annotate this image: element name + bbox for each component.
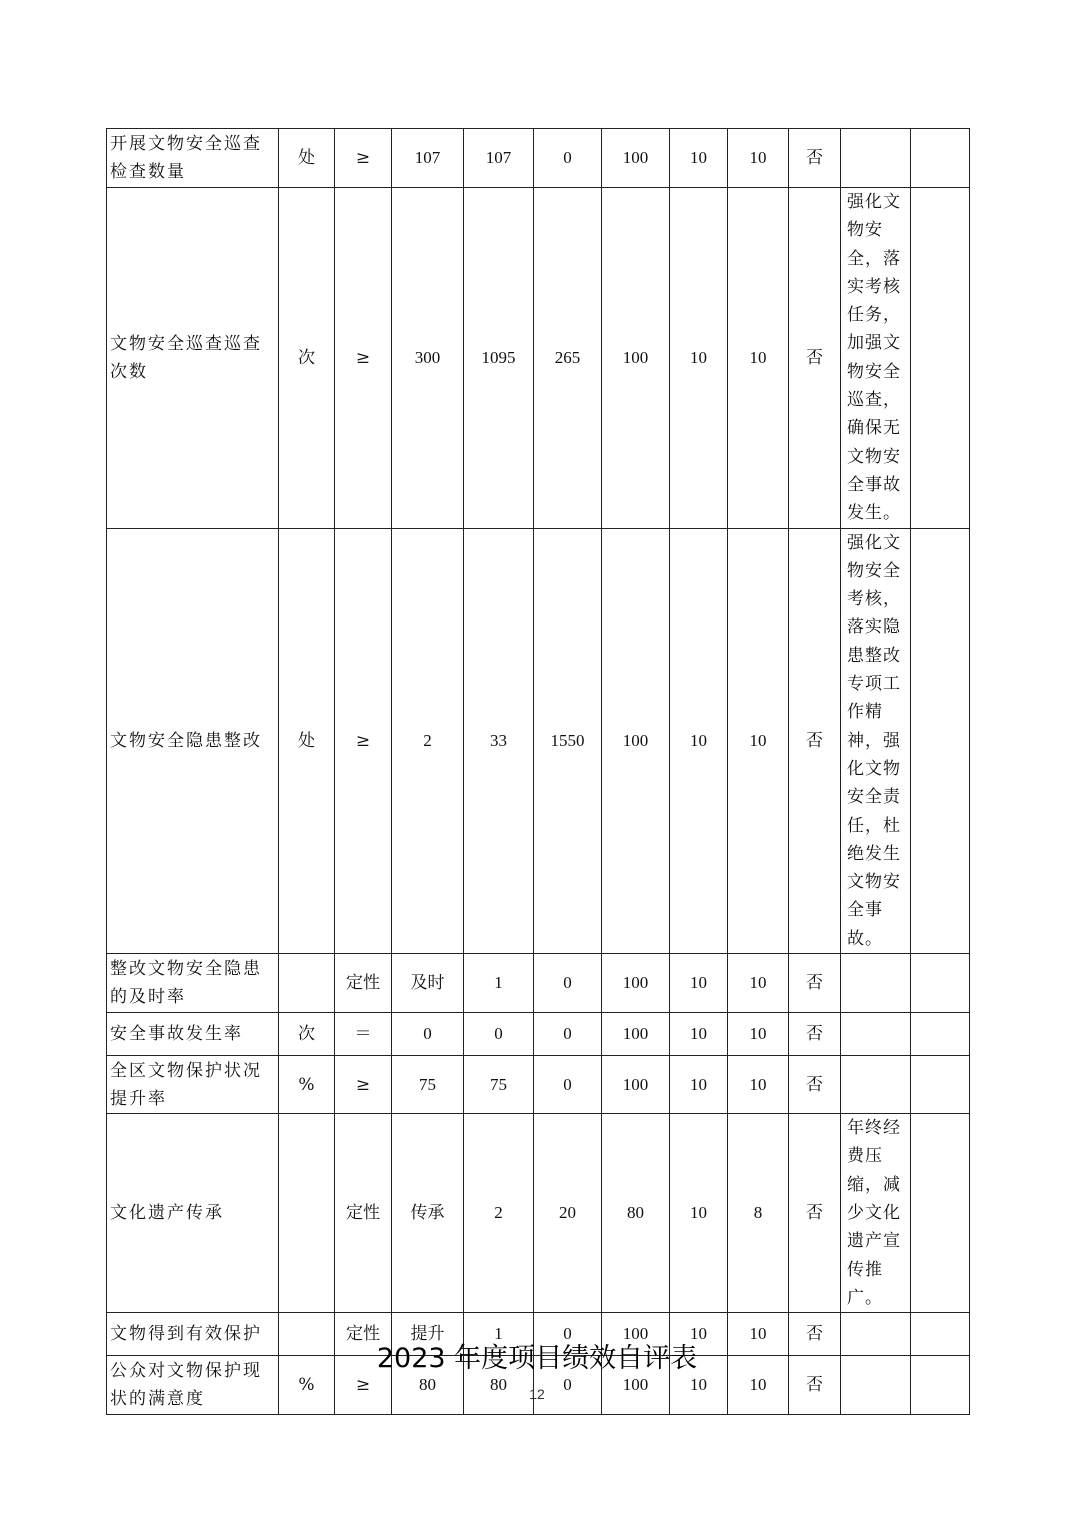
remark-cell — [841, 129, 911, 188]
table-row — [107, 528, 970, 953]
table-row — [107, 1056, 970, 1114]
weight-cell: 10 — [670, 1056, 728, 1114]
unit-cell: 处 — [279, 528, 335, 953]
flag-cell: 否 — [789, 1313, 841, 1356]
indicator-name: 文物安全巡查巡查次数 — [107, 188, 279, 529]
extra-cell — [911, 1056, 970, 1114]
actual-cell: 2 — [464, 1114, 534, 1313]
unit-cell: 处 — [279, 129, 335, 188]
target-cell: 300 — [392, 188, 464, 529]
unit-cell — [279, 954, 335, 1013]
unit-cell: 次 — [279, 1013, 335, 1056]
deviation-cell: 1550 — [534, 528, 602, 953]
unit-cell: % — [279, 1056, 335, 1114]
operator-cell: ≥ — [335, 1056, 392, 1114]
target-cell: 及时 — [392, 954, 464, 1013]
target-cell: 2 — [392, 528, 464, 953]
actual-cell: 1 — [464, 1313, 534, 1356]
rate-cell: 100 — [602, 1056, 670, 1114]
remark-cell: 强化文物安全，落实考核任务，加强文物安全巡查，确保无文物安全事故发生。 — [841, 188, 911, 529]
remark-cell — [841, 1013, 911, 1056]
operator-cell: ≥ — [335, 129, 392, 188]
remark-cell: 年终经费压缩，减少文化遗产宣传推广。 — [841, 1114, 911, 1313]
unit-cell: 次 — [279, 188, 335, 529]
target-cell: 提升 — [392, 1313, 464, 1356]
deviation-cell: 0 — [534, 1356, 602, 1415]
remark-cell — [841, 954, 911, 1013]
score-cell: 10 — [728, 188, 789, 529]
actual-cell: 33 — [464, 528, 534, 953]
indicator-name: 文物安全隐患整改 — [107, 528, 279, 953]
actual-cell: 80 — [464, 1356, 534, 1415]
table-row — [107, 954, 970, 1013]
target-cell: 107 — [392, 129, 464, 188]
table-row — [107, 1013, 970, 1056]
rate-cell: 80 — [602, 1114, 670, 1313]
deviation-cell: 20 — [534, 1114, 602, 1313]
deviation-cell: 0 — [534, 954, 602, 1013]
indicator-name: 整改文物安全隐患的及时率 — [107, 954, 279, 1013]
performance-table — [106, 128, 970, 1415]
target-cell: 0 — [392, 1013, 464, 1056]
actual-cell: 75 — [464, 1056, 534, 1114]
weight-cell: 10 — [670, 528, 728, 953]
weight-cell: 10 — [670, 954, 728, 1013]
rate-cell: 100 — [602, 188, 670, 529]
flag-cell: 否 — [789, 1056, 841, 1114]
actual-cell: 1095 — [464, 188, 534, 529]
actual-cell: 107 — [464, 129, 534, 188]
rate-cell: 100 — [602, 1013, 670, 1056]
flag-cell: 否 — [789, 954, 841, 1013]
weight-cell: 10 — [670, 1013, 728, 1056]
table-row — [107, 188, 970, 529]
score-cell: 10 — [728, 1013, 789, 1056]
deviation-cell: 0 — [534, 1056, 602, 1114]
target-cell: 传承 — [392, 1114, 464, 1313]
operator-cell: 定性 — [335, 1114, 392, 1313]
extra-cell — [911, 188, 970, 529]
flag-cell: 否 — [789, 528, 841, 953]
rate-cell: 100 — [602, 1356, 670, 1415]
operator-cell: 定性 — [335, 1313, 392, 1356]
operator-cell: ＝ — [335, 1013, 392, 1056]
flag-cell: 否 — [789, 188, 841, 529]
unit-cell — [279, 1114, 335, 1313]
weight-cell: 10 — [670, 129, 728, 188]
score-cell: 10 — [728, 954, 789, 1013]
indicator-name: 文物得到有效保护 — [107, 1313, 279, 1356]
actual-cell: 0 — [464, 1013, 534, 1056]
table-row — [107, 129, 970, 188]
extra-cell — [911, 1114, 970, 1313]
indicator-name: 公众对文物保护现状的满意度 — [107, 1356, 279, 1415]
score-cell: 10 — [728, 1056, 789, 1114]
remark-cell — [841, 1056, 911, 1114]
score-cell: 10 — [728, 1313, 789, 1356]
operator-cell: ≥ — [335, 1356, 392, 1415]
indicator-name: 安全事故发生率 — [107, 1013, 279, 1056]
page-number: 12 — [529, 1386, 545, 1402]
score-cell: 10 — [728, 528, 789, 953]
deviation-cell: 265 — [534, 188, 602, 529]
rate-cell: 100 — [602, 1313, 670, 1356]
page-title: 2023 年度项目绩效自评表 — [376, 1343, 698, 1374]
flag-cell: 否 — [789, 1114, 841, 1313]
target-cell: 80 — [392, 1356, 464, 1415]
table-row — [107, 1114, 970, 1313]
extra-cell — [911, 528, 970, 953]
operator-cell: 定性 — [335, 954, 392, 1013]
actual-cell: 1 — [464, 954, 534, 1013]
indicator-name: 文化遗产传承 — [107, 1114, 279, 1313]
deviation-cell: 0 — [534, 1013, 602, 1056]
remark-cell: 强化文物安全考核，落实隐患整改专项工作精神，强化文物安全责任，杜绝发生文物安全事故。 — [841, 528, 911, 953]
unit-cell: % — [279, 1356, 335, 1415]
target-cell: 75 — [392, 1056, 464, 1114]
indicator-name: 全区文物保护状况提升率 — [107, 1056, 279, 1114]
flag-cell: 否 — [789, 1356, 841, 1415]
deviation-cell: 0 — [534, 1313, 602, 1356]
rate-cell: 100 — [602, 129, 670, 188]
weight-cell: 10 — [670, 188, 728, 529]
extra-cell — [911, 1013, 970, 1056]
extra-cell — [911, 954, 970, 1013]
rate-cell: 100 — [602, 954, 670, 1013]
indicator-name: 开展文物安全巡查检查数量 — [107, 129, 279, 188]
rate-cell: 100 — [602, 528, 670, 953]
operator-cell: ≥ — [335, 528, 392, 953]
score-cell: 8 — [728, 1114, 789, 1313]
weight-cell: 10 — [670, 1114, 728, 1313]
flag-cell: 否 — [789, 129, 841, 188]
flag-cell: 否 — [789, 1013, 841, 1056]
score-cell: 10 — [728, 129, 789, 188]
extra-cell — [911, 129, 970, 188]
deviation-cell: 0 — [534, 129, 602, 188]
weight-cell: 10 — [670, 1356, 728, 1415]
score-cell: 10 — [728, 1356, 789, 1415]
operator-cell: ≥ — [335, 188, 392, 529]
weight-cell: 10 — [670, 1313, 728, 1356]
